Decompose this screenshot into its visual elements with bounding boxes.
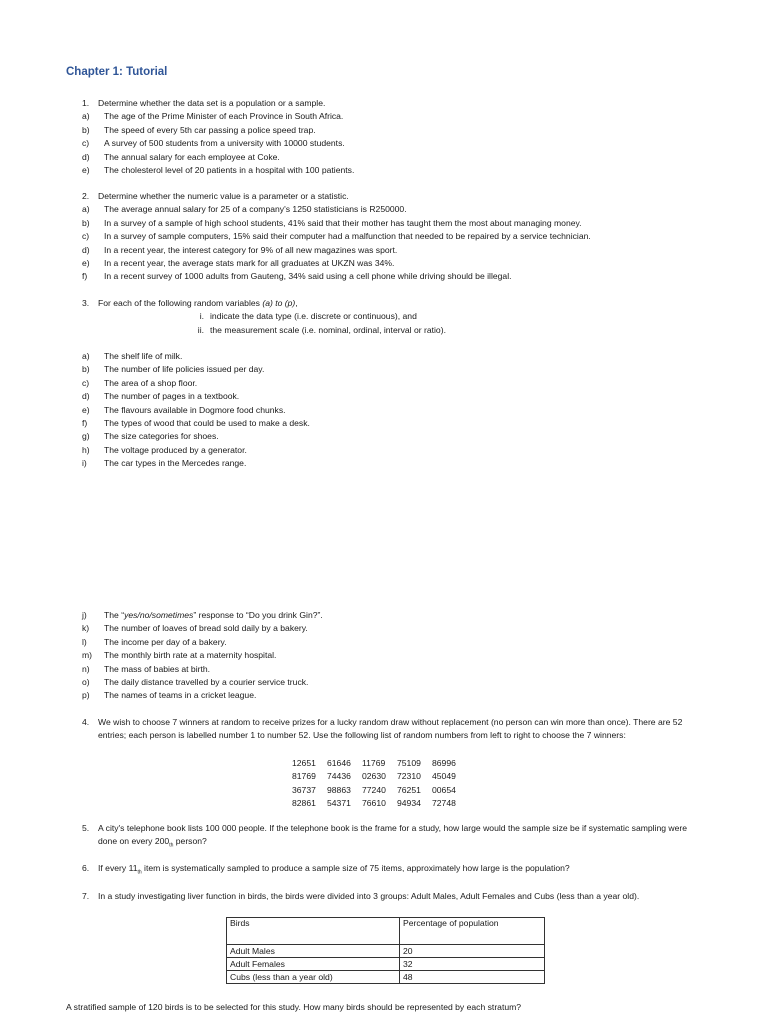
list-item [82,689,702,702]
item-text-emphasis: yes/no/sometimes [124,610,194,620]
item-text: The “ [104,610,125,620]
list-item [82,636,702,649]
birds-table [226,917,545,984]
question-1-items [82,110,702,177]
question-text-part: If every 11 [98,863,138,873]
item-text: The daily distance travelled by a courier service truck. [104,677,309,688]
random-number: 86996 [432,758,456,768]
item-text: The average annual salary for 25 of a company's 1250 statisticians is R250000. [104,204,407,215]
random-number: 74436 [327,771,351,782]
item-text: The speed of every 5th car passing a police speed trap. [104,124,316,135]
list-item [82,377,702,390]
question-text-part: person? [173,836,207,847]
list-item [82,609,702,622]
question-3-items-c [82,622,702,702]
question-text-part: For each of the following random variables [98,298,263,308]
item-text: indicate the data type (i.e. discrete or continuous), and [210,311,417,322]
list-item [82,217,702,230]
item-text: The voltage produced by a generator. [104,444,247,455]
question-text-part: , [295,298,298,308]
item-label: f) [82,418,88,429]
random-number: 76610 [362,798,386,809]
question-number: 1. [82,98,90,108]
list-item [82,230,702,243]
list-item [82,444,702,457]
question-3-items-b [82,609,702,622]
table-header-cell: Birds [227,918,400,945]
random-number: 36737 [292,784,316,795]
item-label: e) [82,165,90,176]
item-text: The flavours available in Dogmore food chunks. [104,404,286,415]
list-item [82,124,702,137]
item-text: the measurement scale (i.e. nominal, ordinal, interval or ratio). [210,324,446,335]
item-label: g) [82,431,90,442]
list-item [82,244,702,257]
list-item [82,110,702,123]
question-3 [82,297,702,337]
list-item [82,164,702,177]
item-label: b) [82,364,90,375]
question-text: Determine whether the data set is a population or a sample. [98,98,326,108]
table-header-cell: Percentage of population [400,918,545,945]
item-text: The number of loaves of bread sold daily by a bakery. [104,623,308,634]
item-text: The size categories for shoes. [104,431,219,442]
item-label: ii. [197,324,204,335]
list-item [82,390,702,403]
list-item [82,417,702,430]
item-label: f) [82,271,88,282]
question-2-items [82,203,702,283]
random-number: 00654 [432,784,456,795]
table-cell: Adult Males [227,945,400,958]
list-item [82,151,702,164]
list-item [82,430,702,443]
item-text: The number of life policies issued per day. [104,364,265,375]
list-item [82,649,702,662]
question-text: In a study investigating liver function in birds, the birds were divided into 3 groups: Adult Males, Adult Females and Cubs (less than a year old). [98,891,640,901]
list-item [82,203,702,216]
item-text: The names of teams in a cricket league. [104,690,257,701]
item-label: c) [82,377,90,388]
item-label: d) [82,151,90,162]
item-label: c) [82,138,90,149]
item-text: In a survey of a sample of high school students, 41% said that their mother has taught them the most about managing money. [104,217,582,228]
item-label: m) [82,650,93,661]
question-7 [82,890,702,903]
table-cell: Cubs (less than a year old) [227,971,400,984]
random-number-row [292,784,467,797]
table-cell: Adult Females [227,958,400,971]
random-number: 77240 [362,784,386,795]
random-number: 76251 [397,784,421,795]
table-header-row [227,918,545,945]
random-number-row [292,757,467,770]
item-text: The monthly birth rate at a maternity hospital. [104,650,277,661]
item-label: e) [82,404,90,415]
question-3-items-part-1 [82,350,702,471]
item-label: j) [82,610,87,620]
item-label: i) [82,458,87,469]
item-text: The income per day of a bakery. [104,636,227,647]
random-number: 11769 [362,758,386,768]
ordinal-suffix: th [137,869,142,876]
question-number: 6. [82,863,90,873]
table-cell: 32 [400,958,545,971]
item-text: The car types in the Mercedes range. [104,458,247,469]
random-number-row [292,770,467,783]
question-number: 3. [82,298,90,308]
list-item [82,350,702,363]
list-item [82,622,702,635]
random-number: 81769 [292,771,316,782]
item-text: In a survey of sample computers, 15% said their computer had a malfunction that needed to be repaired by a service technician. [104,231,591,242]
question-6 [82,862,702,880]
question-number: 5. [82,823,90,833]
item-label: p) [82,690,90,701]
list-item [196,310,702,323]
random-number: 98863 [327,784,351,795]
question-3-items-a [82,350,702,471]
item-label: d) [82,391,90,402]
random-number: 72748 [432,798,456,809]
item-text: In a recent survey of 1000 adults from Gauteng, 34% said using a cell phone while driving should be illegal. [104,271,512,282]
question-number: 2. [82,191,90,201]
random-number: 12651 [292,758,316,768]
question-text-emphasis: (a) to (p) [262,298,296,308]
question-text-part: item is systematically sampled to produce a sample size of 75 items, approximately how large is the population? [141,863,570,873]
item-label: o) [82,677,90,688]
random-number-row [292,797,467,810]
table-cell: 48 [400,971,545,984]
item-text: The number of pages in a textbook. [104,391,240,402]
random-number: 45049 [432,771,456,782]
item-label: i. [199,311,204,322]
question-text: We wish to choose 7 winners at random to receive prizes for a lucky random draw without replacement (no person can win more than once). There are 52 entries; each person is labelled number 1 to number 52. Use the following list of random numbers from left to right to choose the 7 winners: [98,717,683,741]
item-text: The cholesterol level of 20 patients in a hospital with 100 patients. [104,165,355,176]
item-text: The types of wood that could be used to make a desk. [104,418,310,429]
table-row [227,971,545,984]
item-label: b) [82,124,90,135]
item-label: a) [82,111,90,122]
random-number: 02630 [362,771,386,782]
random-number: 82861 [292,798,316,809]
random-number: 72310 [397,771,421,782]
item-text: ” response to “Do you drink Gin?”. [193,610,323,620]
question-text: Determine whether the numeric value is a parameter or a statistic. [98,191,349,201]
random-number: 61646 [327,758,351,768]
table-cell: 20 [400,945,545,958]
ordinal-suffix: th [169,843,174,850]
item-text: The age of the Prime Minister of each Province in South Africa. [104,111,344,122]
question-text [98,297,702,310]
question-number: 7. [82,891,90,901]
list-item [82,457,702,470]
question-5 [82,822,702,854]
item-label: n) [82,663,90,674]
list-item [82,257,702,270]
list-item [82,363,702,376]
page-title: Chapter 1: Tutorial [66,66,168,78]
question-2 [82,190,702,284]
list-item [82,270,702,283]
item-text: In a recent year, the average stats mark for all graduates at UKZN was 34%. [104,258,395,269]
question-text [98,862,702,880]
random-number: 94934 [397,798,421,809]
list-item [82,676,702,689]
item-label: e) [82,258,90,269]
question-4 [82,716,702,743]
item-label: d) [82,244,90,255]
question-text-part: A city's telephone book lists 100 000 people. If the telephone book is the frame for a study, how large would the sample size be if systematic sampling were done on every 200 [98,823,688,847]
item-text: The annual salary for each employee at Coke. [104,151,280,162]
random-number: 75109 [397,758,421,768]
item-label: b) [82,217,90,228]
item-label: l) [82,636,87,647]
list-item [196,324,702,337]
item-label: c) [82,231,90,242]
item-label: a) [82,204,90,215]
question-3-instructions [196,310,702,337]
question-text [98,822,702,854]
question-1 [82,97,702,177]
random-number: 54371 [327,798,351,809]
table-row [227,945,545,958]
list-item [82,137,702,150]
random-number-table [292,757,467,811]
item-text: The area of a shop floor. [104,377,198,388]
item-text: A survey of 500 students from a university with 10000 students. [104,138,345,149]
question-3-items-part-2 [82,609,702,703]
table-row [227,958,545,971]
list-item [82,404,702,417]
item-label: k) [82,623,90,634]
item-text: The mass of babies at birth. [104,663,211,674]
item-label: a) [82,351,90,361]
item-text: In a recent year, the interest category for 9% of all new magazines was sport. [104,244,398,255]
list-item [82,663,702,676]
closing-question: A stratified sample of 120 birds is to be selected for this study. How many birds should be represented by each stratum? [66,1002,522,1012]
question-number: 4. [82,717,90,727]
item-text: The shelf life of milk. [104,351,183,361]
item-label: h) [82,444,90,455]
